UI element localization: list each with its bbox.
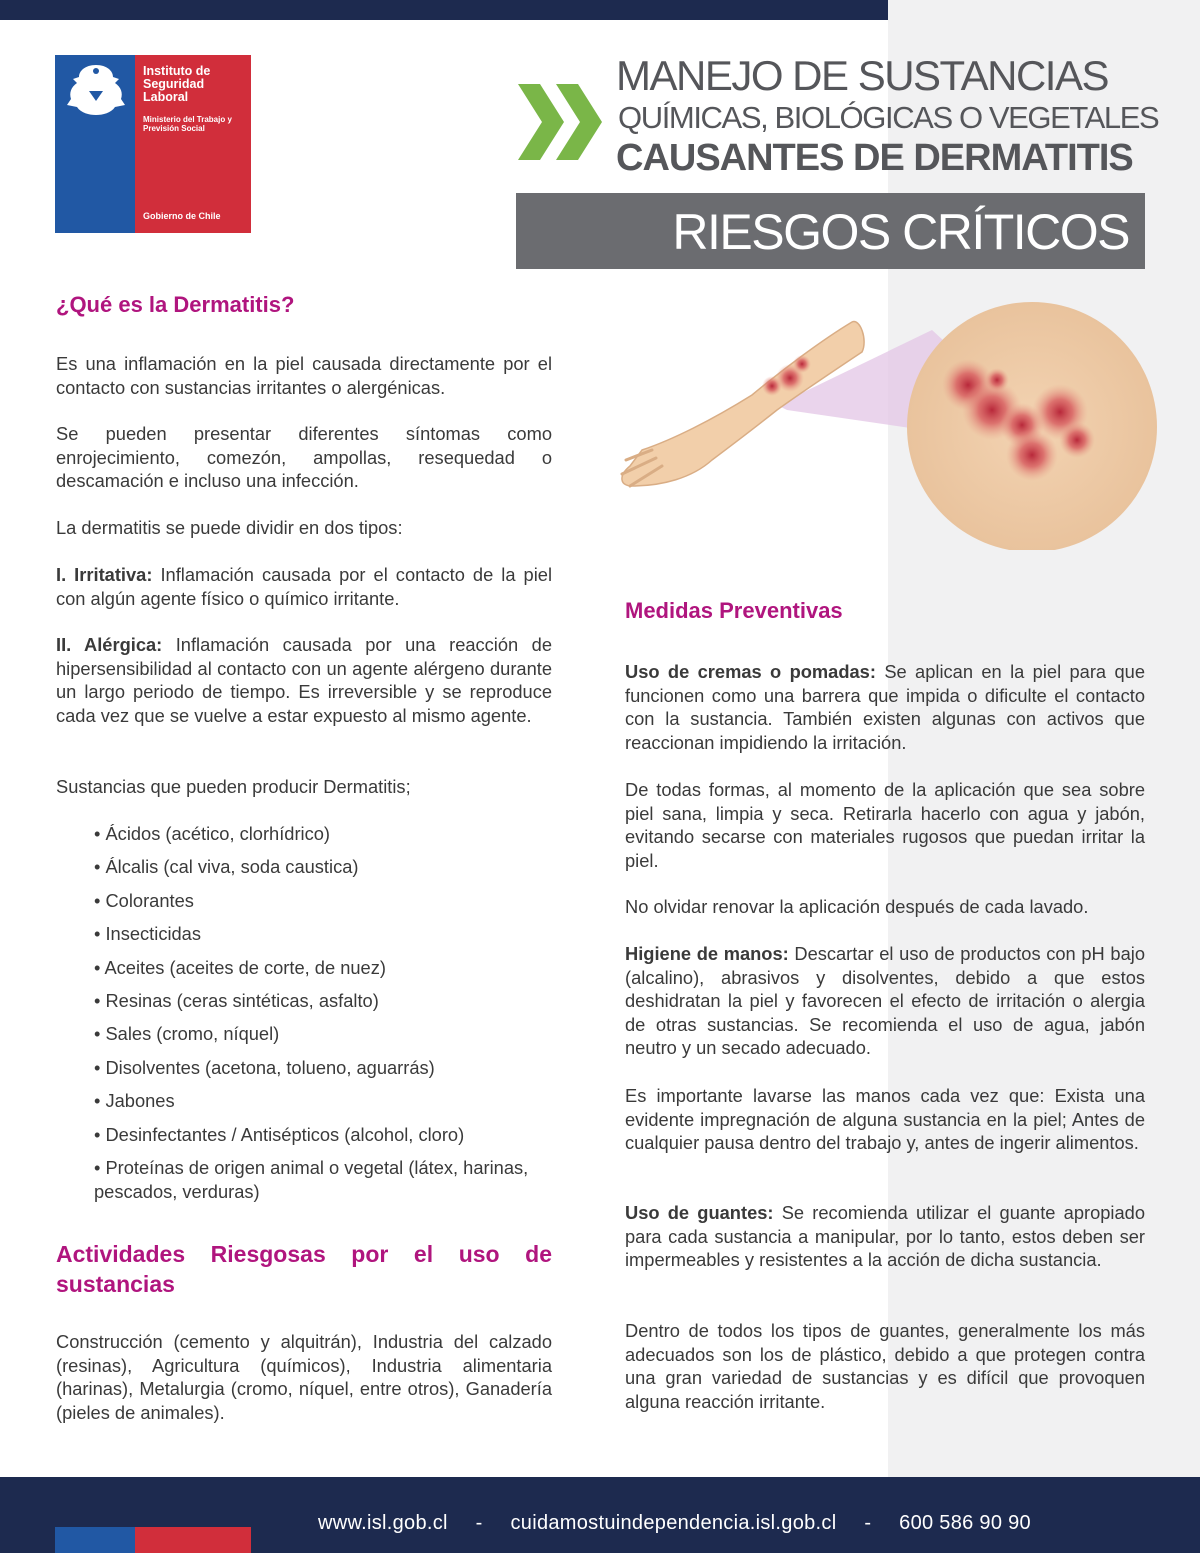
paragraph-substances-intro: Sustancias que pueden producir Dermatitis; — [56, 776, 411, 797]
paragraph-creams-application: De todas formas, al momento de la aplicación que sea sobre piel sana, limpia y seca. Retirarla hacerlo con agua y jabón, evitando secarse con materiales rugosos que puedan irritar la piel. — [625, 779, 1145, 871]
list-item: • Proteínas de origen animal o vegetal (látex, harinas, pescados, verduras) — [94, 1157, 529, 1202]
paragraph-glove-types: Dentro de todos los tipos de guantes, generalmente los más adecuados son los de plástico, debido a que protegen contra una gran variedad de sustancias y es difícil que provoquen alguna reacción irritante. — [625, 1320, 1145, 1412]
isl-logo — [55, 55, 251, 233]
type-irritative-label: I. Irritativa: — [56, 564, 153, 585]
gloves-label: Uso de guantes: — [625, 1202, 774, 1223]
paragraph-type-irritative — [56, 563, 552, 610]
footer-site2-link[interactable]: cuidamostuindependencia.isl.gob.cl — [510, 1512, 837, 1534]
paragraph-activities: Construcción (cemento y alquitrán), Industria del calzado (resinas), Agricultura (químicos), Industria alimentaria (harinas), Metalurgia (cromo, níquel, entre otros), Ganadería (pieles de animales). — [56, 1331, 552, 1423]
logo-ministry: Ministerio del Trabajo y Previsión Social — [143, 115, 232, 133]
footer-blue-block — [55, 1527, 135, 1553]
footer-website-link[interactable]: www.isl.gob.cl — [318, 1512, 448, 1534]
paragraph-creams-renew: No olvidar renovar la aplicación después de cada lavado. — [625, 896, 1089, 917]
list-item: • Jabones — [94, 1090, 175, 1111]
list-item: • Colorantes — [94, 890, 194, 911]
paragraph-hand-hygiene — [625, 942, 1145, 1060]
type-irritative-text: Inflamación causada por el contacto de la piel con algún agente físico o químico irritante. — [56, 564, 553, 609]
coat-of-arms-icon — [63, 61, 129, 117]
paragraph-hand-washing: Es importante lavarse las manos cada vez que: Exista una evidente impregnación de alguna sustancia en la piel; Antes de cualquier pausa dentro del trabajo y, antes de ingerir alimentos. — [625, 1085, 1145, 1153]
paragraph-creams — [625, 660, 1145, 754]
list-item: • Ácidos (acético, clorhídrico) — [94, 823, 331, 844]
list-item: • Disolventes (acetona, tolueno, aguarrás) — [94, 1057, 435, 1078]
list-item: • Desinfectantes / Antisépticos (alcohol, cloro) — [94, 1124, 465, 1145]
hygiene-label: Higiene de manos: — [625, 943, 789, 964]
type-allergic-text: Inflamación causada por una reacción de hipersensibilidad al contacto con un agente alérgeno durante un largo periodo de tiempo. Es irreversible y se reproduce cada vez que se vuelve a estar expuesto al mismo agente. — [56, 634, 553, 726]
creams-label: Uso de cremas o pomadas: — [625, 661, 876, 682]
gloves-text: Se recomienda utilizar el guante apropiado para cada sustancia a manipular, por lo tanto, estos deben ser impermeables y resistentes a la acción de dicha sustancia. — [625, 1202, 1145, 1270]
heading-what-is-dermatitis: ¿Qué es la Dermatitis? — [56, 292, 295, 317]
list-item: • Aceites (aceites de corte, de nuez) — [94, 957, 386, 978]
paragraph-definition: Es una inflamación en la piel causada directamente por el contacto con sustancias irritantes o alergénicas. — [56, 353, 552, 398]
title-line-2: QUÍMICAS, BIOLÓGICAS O VEGETALES — [618, 100, 1159, 135]
risk-banner — [516, 193, 1145, 269]
footer-separator: - — [864, 1512, 872, 1534]
footer-contact — [318, 1512, 1031, 1535]
heading-risky-activities: Actividades Riesgosas por el uso de sustancias — [56, 1241, 552, 1297]
title-line-3: CAUSANTES DE DERMATITIS — [616, 137, 1133, 179]
paragraph-type-allergic — [56, 633, 552, 727]
hygiene-text: Descartar el uso de productos con pH bajo (alcalino), abrasivos y disolventes, debido a que estos deshidratan la piel y favorecen el efecto de irritación o alergia de otras sustancias. Se recomienda el uso de agua, jabón neutro y un secado adecuado. — [625, 943, 1145, 1058]
paragraph-types-intro: La dermatitis se puede dividir en dos tipos: — [56, 517, 403, 538]
list-item: • Sales (cromo, níquel) — [94, 1023, 280, 1044]
list-item: • Resinas (ceras sintéticas, asfalto) — [94, 990, 379, 1011]
heading-preventive-measures: Medidas Preventivas — [625, 598, 843, 623]
creams-text: Se aplican en la piel para que funcionen como una barrera que impida o dificulte el contacto con la sustancia. También existen algunas con activos que reaccionan impidiendo la irritación. — [625, 661, 1145, 753]
logo-government: Gobierno de Chile — [143, 211, 221, 221]
footer-separator: - — [475, 1512, 483, 1534]
paragraph-symptoms: Se pueden presentar diferentes síntomas como enrojecimiento, comezón, ampollas, resequedad o descamación e incluso una infección. — [56, 423, 552, 491]
banner-text: RIESGOS CRÍTICOS — [672, 204, 1129, 260]
footer-phone: 600 586 90 90 — [899, 1512, 1031, 1534]
type-allergic-label: II. Alérgica: — [56, 634, 163, 655]
list-item: • Álcalis (cal viva, soda caustica) — [94, 856, 359, 877]
arm-dermatitis-illustration — [612, 300, 1172, 550]
title-line-1: MANEJO DE SUSTANCIAS — [616, 52, 1108, 99]
top-bar — [0, 0, 888, 20]
logo-institute-name: Instituto de Seguridad Laboral — [143, 64, 211, 104]
paragraph-gloves — [625, 1201, 1145, 1272]
list-item: • Insecticidas — [94, 923, 201, 944]
footer-red-block — [135, 1527, 251, 1553]
double-chevron-icon — [512, 80, 612, 164]
